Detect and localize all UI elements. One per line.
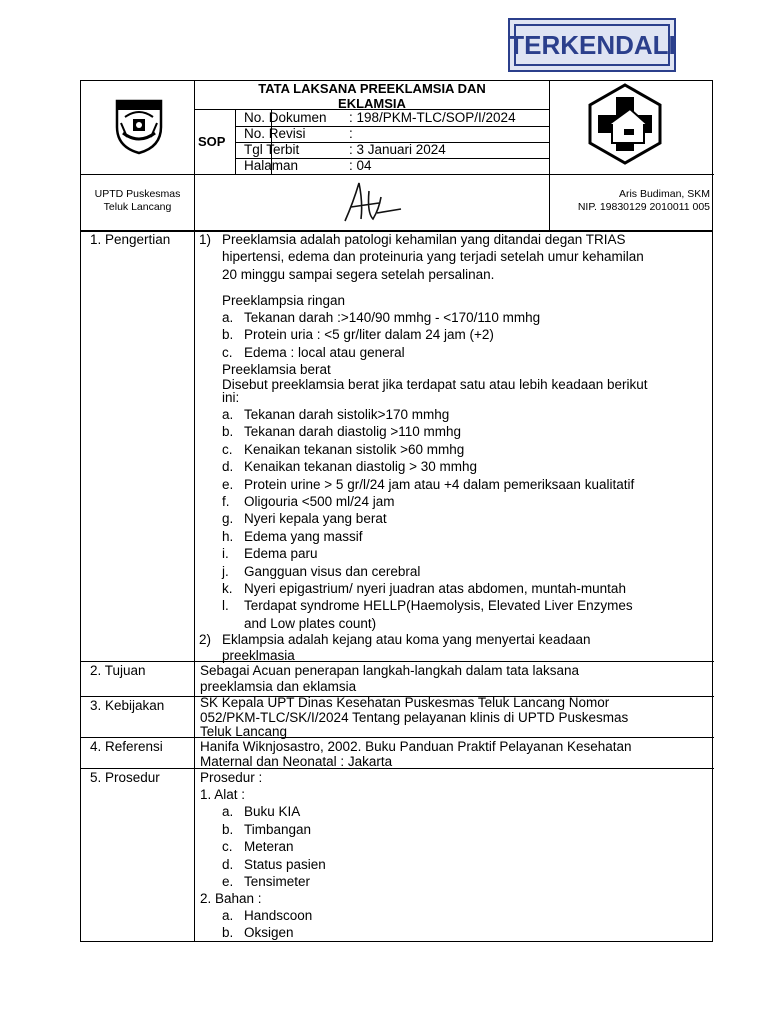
halaman-label: Halaman: [244, 158, 299, 173]
list-item: Edema : local atau general: [244, 345, 405, 360]
list-key: h.: [222, 528, 234, 544]
kebijakan-text: 052/PKM-TLC/SK/I/2024 Tentang pelayanan klinis di UPTD Puskesmas: [200, 710, 629, 725]
list-item: Edema paru: [244, 546, 318, 562]
list-item: Oksigen: [244, 925, 294, 940]
list-key: g.: [222, 511, 234, 527]
alat-title: 1. Alat :: [200, 787, 246, 802]
list-item: Tekanan darah sistolik>170 mmhg: [244, 407, 450, 422]
document-title: TATA LAKSANA PREEKLAMSIA DAN EKLAMSIA: [258, 81, 486, 111]
berat-intro: Disebut preeklamsia berat jika terdapat satu atau lebih keadaan berikut: [222, 377, 648, 392]
list-key: e.: [222, 476, 234, 492]
berat-intro: ini:: [222, 390, 240, 405]
prosedur-title: Prosedur :: [200, 770, 263, 785]
list-item: Status pasien: [244, 857, 326, 872]
pengertian-line: 20 minggu sampai segera setelah persalinan.: [222, 266, 495, 282]
list-key: k.: [222, 581, 233, 596]
list-item: Nyeri epigastrium/ nyeri juadran atas abdomen, muntah-muntah: [244, 581, 626, 596]
list-item: Buku KIA: [244, 804, 301, 819]
list-key: a.: [222, 407, 234, 422]
list-key: i.: [222, 546, 229, 562]
no-revisi-label: No. Revisi: [244, 126, 306, 141]
puskesmas-logo-icon: [586, 83, 664, 165]
list-key: f.: [222, 494, 230, 509]
tgl-terbit-label: Tgl Terbit: [244, 142, 300, 157]
list-item: Protein urine > 5 gr/l/24 jam atau +4 dalam pemeriksaan kualitatif: [244, 476, 635, 492]
list-key: b.: [222, 925, 234, 940]
section-kebijakan: 3. Kebijakan: [90, 698, 165, 713]
list-key: b.: [222, 822, 234, 837]
no-dokumen-value: : 198/PKM-TLC/SOP/I/2024: [349, 110, 516, 125]
sop-label: SOP: [198, 134, 226, 149]
tgl-terbit-value: : 3 Januari 2024: [349, 142, 446, 157]
list-key: a.: [222, 310, 234, 325]
regency-logo-icon: [109, 93, 169, 155]
list-number: 1): [199, 232, 212, 247]
tujuan-text: preeklamsia dan eklamsia: [200, 679, 357, 694]
signature-icon: [339, 173, 405, 229]
list-item: Kenaikan tekanan sistolik >60 mmhg: [244, 441, 465, 457]
section-prosedur: 5. Prosedur: [90, 770, 160, 785]
organization-name: UPTD Puskesmas Teluk Lancang: [94, 188, 181, 213]
list-key: b.: [222, 424, 234, 440]
list-item-continuation: and Low plates count): [244, 615, 377, 631]
terkendali-stamp: [508, 18, 676, 72]
sop-body: [80, 230, 713, 942]
list-key: c.: [222, 345, 233, 360]
list-key: j.: [222, 563, 229, 579]
list-key: a.: [222, 804, 234, 819]
list-key: c.: [222, 441, 233, 457]
list-item: Tekanan darah diastolig >110 mmhg: [244, 424, 462, 440]
list-item: Terdapat syndrome HELLP(Haemolysis, Elevated Liver Enzymes: [244, 598, 633, 614]
list-item: Edema yang massif: [244, 528, 363, 544]
no-dokumen-label: No. Dokumen: [244, 110, 327, 125]
referensi-text: Maternal dan Neonatal : Jakarta: [200, 754, 393, 769]
list-key: a.: [222, 908, 234, 923]
eklampsia-line: Eklampsia adalah kejang atau koma yang menyertai keadaan: [222, 632, 591, 647]
kebijakan-text: SK Kepala UPT Dinas Kesehatan Puskesmas Teluk Lancang Nomor: [200, 695, 610, 710]
list-key: e.: [222, 874, 234, 889]
list-key: l.: [222, 598, 229, 614]
kebijakan-text: Teluk Lancang: [200, 724, 288, 739]
list-item: Timbangan: [244, 822, 312, 837]
eklampsia-line: preeklmasia: [222, 648, 295, 663]
list-item: Tensimeter: [244, 874, 311, 889]
head-of-puskesmas: Aris Budiman, SKM NIP. 19830129 2010011 005: [577, 188, 710, 213]
list-key: d.: [222, 459, 234, 475]
list-item: Protein uria : <5 gr/liter dalam 24 jam (+2): [244, 327, 494, 342]
section-tujuan: 2. Tujuan: [90, 663, 146, 678]
bahan-title: 2. Bahan :: [200, 891, 262, 906]
list-item: Kenaikan tekanan diastolig > 30 mmhg: [244, 459, 478, 475]
no-revisi-value: :: [349, 126, 353, 141]
pengertian-line: Preeklamsia adalah patologi kehamilan yang ditandai degan TRIAS: [222, 232, 626, 247]
list-number: 2): [199, 632, 212, 647]
stamp-text: TERKENDALI: [514, 24, 670, 66]
section-pengertian: 1. Pengertian: [90, 232, 171, 247]
list-item: Oligouria <500 ml/24 jam: [244, 494, 395, 509]
pengertian-line: hipertensi, edema dan proteinuria yang terjadi setelah umur kehamilan: [222, 249, 644, 265]
list-key: d.: [222, 857, 234, 872]
halaman-value: : 04: [349, 158, 372, 173]
section-referensi: 4. Referensi: [90, 739, 163, 754]
referensi-text: Hanifa Wiknjosastro, 2002. Buku Panduan Praktif Pelayanan Kesehatan: [200, 739, 632, 754]
list-key: c.: [222, 839, 233, 854]
list-item: Gangguan visus dan cerebral: [244, 563, 421, 579]
list-key: b.: [222, 327, 234, 342]
list-item: Handscoon: [244, 908, 313, 923]
berat-title: Preeklamsia berat: [222, 362, 331, 377]
list-item: Nyeri kepala yang berat: [244, 511, 387, 527]
tujuan-text: Sebagai Acuan penerapan langkah-langkah dalam tata laksana: [200, 663, 580, 678]
list-item: Meteran: [244, 839, 294, 854]
list-item: Tekanan darah :>140/90 mmhg - <170/110 mmhg: [244, 310, 541, 325]
ringan-title: Preeklampsia ringan: [222, 293, 346, 308]
sop-header: [80, 80, 713, 232]
